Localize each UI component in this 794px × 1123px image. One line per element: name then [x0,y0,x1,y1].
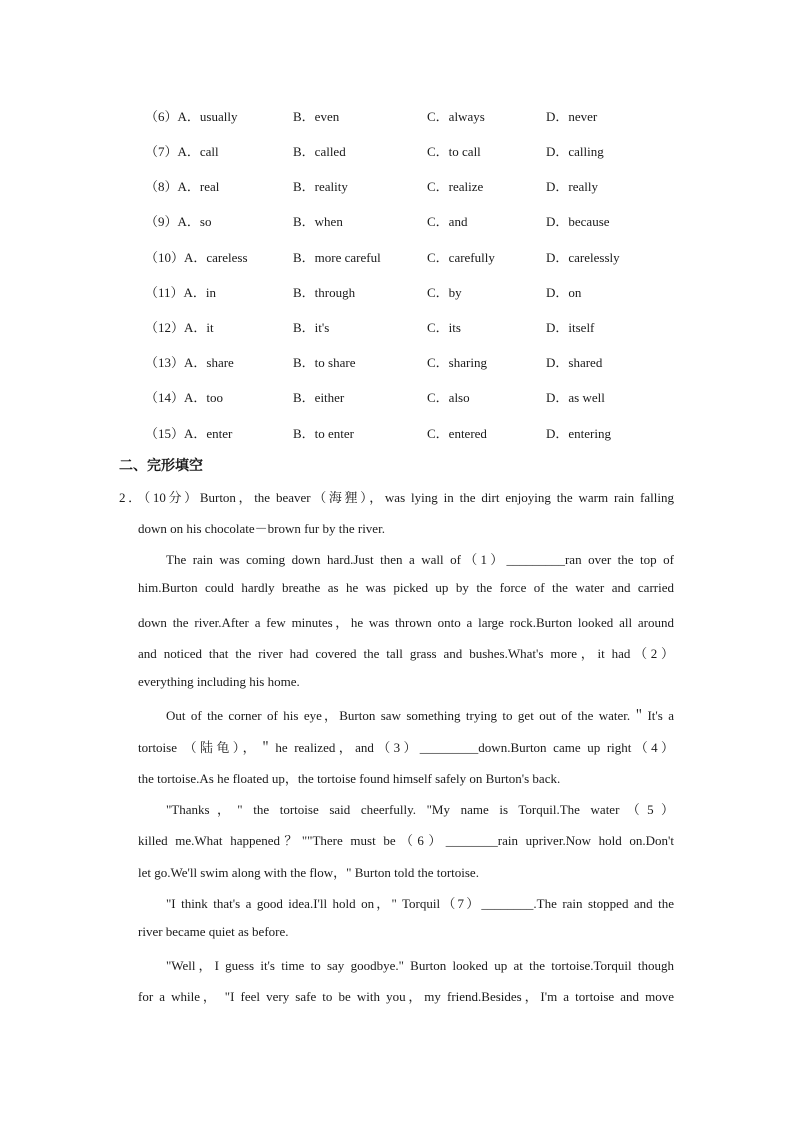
option-a: （8）A．real [145,179,220,194]
passage-line: "I think that's a good idea.I'll hold on，" Torquil（7）________.The rain stopped and the [166,896,674,911]
option-a: （9）A．so [145,214,212,229]
option-d: D．shared [546,355,603,370]
option-d: D．itself [546,320,595,335]
option-d: D．as well [546,390,605,405]
option-d: D．because [546,214,610,229]
passage-line: "Thanks，" the tortoise said cheerfully. "My name is Torquil.The water（5） [166,802,674,817]
option-c: C．and [427,214,468,229]
option-c: C．carefully [427,250,495,265]
option-d: D．on [546,285,582,300]
option-a: （10）A．careless [145,250,248,265]
passage-line: for a while， "I feel very safe to be with you，my friend.Besides，I'm a tortoise and move [138,989,674,1004]
option-b: B．to share [293,355,356,370]
option-c: C．always [427,109,485,124]
option-c: C．sharing [427,355,487,370]
option-d: D．carelessly [546,250,620,265]
passage-line: 2．（10分）Burton，the beaver（海狸），was lying in the dirt enjoying the warm rain falling [119,490,674,505]
option-c: C．entered [427,426,487,441]
option-d: D．never [546,109,598,124]
option-a: （11）A．in [145,285,217,300]
passage-line: down the river.After a few minutes，he was thrown onto a large rock.Burton looked all around [138,615,674,630]
option-c: C．also [427,390,470,405]
option-d: D．calling [546,144,604,159]
option-b: B．reality [293,179,348,194]
option-b: B．to enter [293,426,355,441]
option-c: C．to call [427,144,481,159]
passage-line: the tortoise.As he floated up，the tortoise found himself safely on Burton's back. [138,771,561,786]
passage-line: "Well，I guess it's time to say goodbye." Burton looked up at the tortoise.Torquil though [166,958,674,973]
passage-line: everything including his home. [138,674,300,689]
passage-line: tortoise （陆龟），＂he realized，and（3）_________down.Burton came up right（4） [138,740,674,755]
option-b: B．called [293,144,346,159]
passage-line: down on his chocolate－brown fur by the river. [138,521,385,536]
option-a: （15）A．enter [145,426,233,441]
option-a: （7）A．call [145,144,219,159]
option-b: B．even [293,109,340,124]
section-heading: 二、完形填空 [119,458,203,474]
passage-line: killed me.What happened？""There must be（6）________rain upriver.Now hold on.Don't [138,833,674,848]
option-c: C．its [427,320,461,335]
passage-line: The rain was coming down hard.Just then a wall of（1）_________ran over the top of [166,552,674,567]
option-a: （12）A．it [145,320,214,335]
option-d: D．really [546,179,598,194]
option-c: C．realize [427,179,484,194]
option-a: （14）A．too [145,390,224,405]
passage-line: river became quiet as before. [138,924,289,939]
option-a: （13）A．share [145,355,234,370]
passage-line: Out of the corner of his eye，Burton saw something trying to get out of the water.＂It's a [166,708,674,723]
option-b: B．it's [293,320,330,335]
option-b: B．through [293,285,356,300]
option-d: D．entering [546,426,611,441]
option-b: B．when [293,214,343,229]
option-a: （6）A．usually [145,109,238,124]
passage-line: him.Burton could hardly breathe as he was picked up by the force of the water and carried [138,580,674,595]
option-c: C．by [427,285,462,300]
passage-line: and noticed that the river had covered the tall grass and bushes.What's more，it had（2） [138,646,674,661]
passage-line: let go.We'll swim along with the flow，" Burton told the tortoise. [138,865,479,880]
option-b: B．more careful [293,250,381,265]
option-b: B．either [293,390,345,405]
